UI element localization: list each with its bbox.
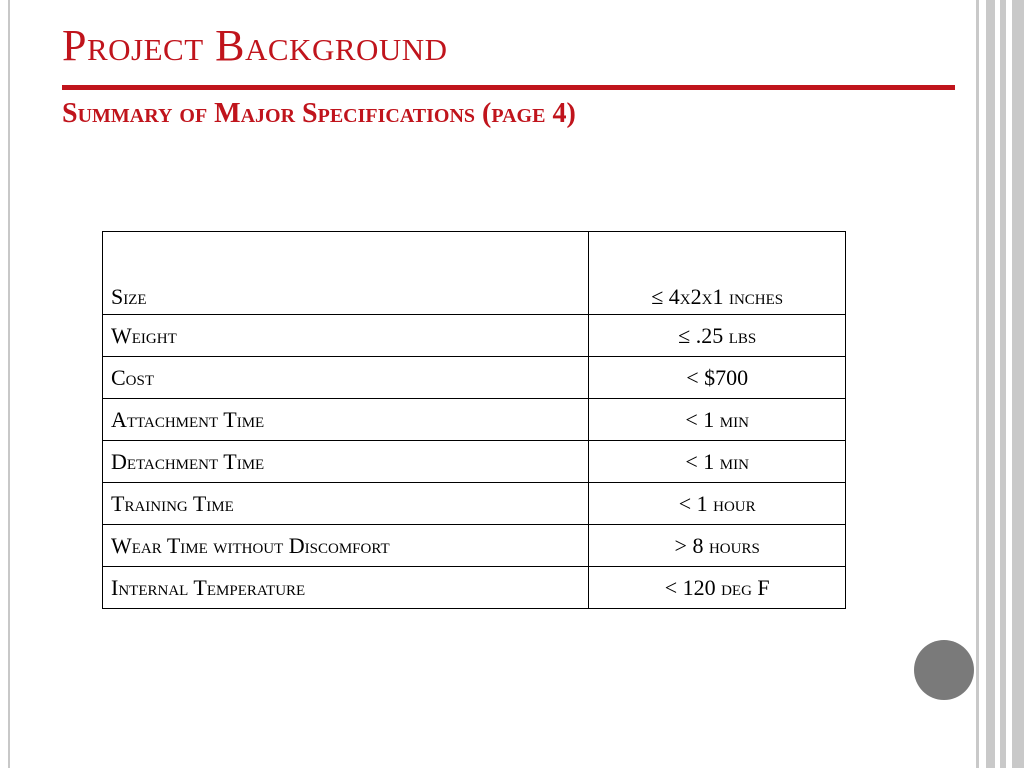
- slide-subtitle: Summary of Major Specifications (page 4): [62, 98, 576, 129]
- table-row: [103, 441, 846, 483]
- stripe: [976, 0, 979, 768]
- spec-value: < 120 deg F: [589, 567, 846, 609]
- decorative-stripes: [976, 0, 1024, 768]
- spec-name: Training Time: [103, 483, 589, 525]
- stripe: [1012, 0, 1024, 768]
- spec-name: Size: [103, 232, 589, 315]
- spec-name: Internal Temperature: [103, 567, 589, 609]
- decorative-circle: [914, 640, 974, 700]
- slide-title: Project Background: [62, 21, 448, 70]
- slide-frame-left: [0, 0, 10, 768]
- table-row: [103, 567, 846, 609]
- spec-value: < 1 min: [589, 399, 846, 441]
- table-row: [103, 483, 846, 525]
- table-row: [103, 525, 846, 567]
- spec-value: > 8 hours: [589, 525, 846, 567]
- table-row: [103, 399, 846, 441]
- table-row: [103, 232, 846, 315]
- spec-value: < 1 hour: [589, 483, 846, 525]
- spec-name: Attachment Time: [103, 399, 589, 441]
- spec-value: ≤ 4x2x1 inches: [589, 232, 846, 315]
- spec-value: < 1 min: [589, 441, 846, 483]
- spec-value: ≤ .25 lbs: [589, 315, 846, 357]
- title-rule: [62, 85, 955, 90]
- table-row: [103, 357, 846, 399]
- spec-value: < $700: [589, 357, 846, 399]
- stripe: [986, 0, 995, 768]
- spec-name: Weight: [103, 315, 589, 357]
- specifications-table: [102, 231, 846, 609]
- table-row: [103, 315, 846, 357]
- spec-name: Cost: [103, 357, 589, 399]
- spec-name: Wear Time without Discomfort: [103, 525, 589, 567]
- stripe: [1000, 0, 1006, 768]
- spec-name: Detachment Time: [103, 441, 589, 483]
